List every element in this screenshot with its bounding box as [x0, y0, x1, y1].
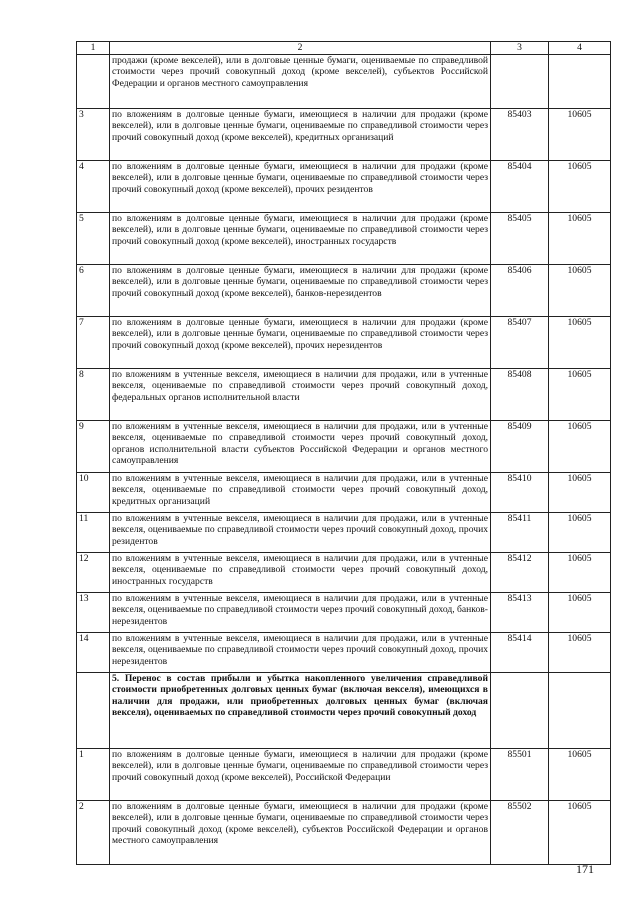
row-symbol-cell — [549, 55, 611, 109]
row-description-cell: 5. Перенос в состав прибыли и убытка накопленного увеличения справедливой стоимости приобретенных долговых ценных бумаг (включая векселя), имеющихся в наличии для продажи, или приобретенных долговых ценных бумаг (включая векселя), оцениваемых по справедливой стоимости через прочий совокупный доход — [110, 673, 491, 749]
row-number-cell: 13 — [77, 593, 110, 633]
row-description-cell: по вложениям в учтенные векселя, имеющиеся в наличии для продажи, или в учтенные векселя, оцениваемые по справедливой стоимости через прочий совокупный доход, федеральных органов исполнительной власти — [110, 369, 491, 421]
row-account-code-cell: 85406 — [491, 265, 549, 317]
table-row — [77, 421, 611, 473]
table-row — [77, 109, 611, 161]
row-account-code-cell: 85412 — [491, 553, 549, 593]
table-row — [77, 513, 611, 553]
row-number-cell: 5 — [77, 213, 110, 265]
row-symbol-cell: 10605 — [549, 513, 611, 553]
table-row — [77, 473, 611, 513]
row-symbol-cell: 10605 — [549, 633, 611, 673]
table-row — [77, 801, 611, 865]
table-header-row — [77, 42, 611, 55]
row-account-code-cell: 85405 — [491, 213, 549, 265]
row-number-cell: 9 — [77, 421, 110, 473]
row-number-cell: 8 — [77, 369, 110, 421]
row-symbol-cell: 10605 — [549, 553, 611, 593]
row-account-code-cell: 85403 — [491, 109, 549, 161]
row-description-cell: по вложениям в учтенные векселя, имеющиеся в наличии для продажи, или в учтенные векселя, оцениваемые по справедливой стоимости через прочий совокупный доход, банков-нерезидентов — [110, 593, 491, 633]
header-col-2: 2 — [110, 42, 491, 55]
table-row — [77, 369, 611, 421]
row-description-cell: по вложениям в учтенные векселя, имеющиеся в наличии для продажи, или в учтенные векселя, оцениваемые по справедливой стоимости через прочий совокупный доход, кредитных организаций — [110, 473, 491, 513]
row-description-cell: по вложениям в долговые ценные бумаги, имеющиеся в наличии для продажи (кроме векселей), или в долговые ценные бумаги, оцениваемые по справедливой стоимости через прочий совокупный доход (кроме векселей), банков-нерезидентов — [110, 265, 491, 317]
header-col-4: 4 — [549, 42, 611, 55]
row-description-cell: по вложениям в долговые ценные бумаги, имеющиеся в наличии для продажи (кроме векселей), или в долговые ценные бумаги, оцениваемые по справедливой стоимости через прочий совокупный доход (кроме векселей), Российской Федерации — [110, 749, 491, 801]
row-account-code-cell: 85408 — [491, 369, 549, 421]
row-description-cell: по вложениям в учтенные векселя, имеющиеся в наличии для продажи, или в учтенные векселя, оцениваемые по справедливой стоимости через прочий совокупный доход, прочих резидентов — [110, 513, 491, 553]
row-number-cell: 2 — [77, 801, 110, 865]
table-row — [77, 553, 611, 593]
row-number-cell: 6 — [77, 265, 110, 317]
row-description-cell: по вложениям в долговые ценные бумаги, имеющиеся в наличии для продажи (кроме векселей), или в долговые ценные бумаги, оцениваемые по справедливой стоимости через прочий совокупный доход (кроме векселей), иностранных государств — [110, 213, 491, 265]
row-account-code-cell: 85501 — [491, 749, 549, 801]
row-account-code-cell: 85407 — [491, 317, 549, 369]
row-number-cell: 1 — [77, 749, 110, 801]
row-number-cell: 14 — [77, 633, 110, 673]
row-description-cell: по вложениям в учтенные векселя, имеющиеся в наличии для продажи, или в учтенные векселя, оцениваемые по справедливой стоимости через прочий совокупный доход, органов исполнительной власти субъектов Российской Федерации и органов местного самоуправления — [110, 421, 491, 473]
row-number-cell: 11 — [77, 513, 110, 553]
row-description-cell: по вложениям в учтенные векселя, имеющиеся в наличии для продажи, или в учтенные векселя, оцениваемые по справедливой стоимости через прочий совокупный доход, иностранных государств — [110, 553, 491, 593]
row-symbol-cell: 10605 — [549, 593, 611, 633]
row-number-cell — [77, 55, 110, 109]
row-description-cell: продажи (кроме векселей), или в долговые ценные бумаги, оцениваемые по справедливой стоимости через прочий совокупный доход (кроме векселей), субъектов Российской Федерации и органов местного самоуправления — [110, 55, 491, 109]
row-symbol-cell: 10605 — [549, 801, 611, 865]
row-symbol-cell: 10605 — [549, 265, 611, 317]
table-row — [77, 317, 611, 369]
header-col-1: 1 — [77, 42, 110, 55]
row-number-cell — [77, 673, 110, 749]
page-number: 171 — [576, 862, 594, 876]
row-symbol-cell: 10605 — [549, 749, 611, 801]
row-account-code-cell: 85409 — [491, 421, 549, 473]
row-description-cell: по вложениям в долговые ценные бумаги, имеющиеся в наличии для продажи (кроме векселей), или в долговые ценные бумаги, оцениваемые по справедливой стоимости через прочий совокупный доход (кроме векселей), кредитных организаций — [110, 109, 491, 161]
row-description-cell: по вложениям в долговые ценные бумаги, имеющиеся в наличии для продажи (кроме векселей), или в долговые ценные бумаги, оцениваемые по справедливой стоимости через прочий совокупный доход (кроме векселей), прочих нерезидентов — [110, 317, 491, 369]
row-symbol-cell: 10605 — [549, 317, 611, 369]
row-symbol-cell — [549, 673, 611, 749]
row-symbol-cell: 10605 — [549, 213, 611, 265]
table-row — [77, 749, 611, 801]
row-symbol-cell: 10605 — [549, 109, 611, 161]
row-number-cell: 12 — [77, 553, 110, 593]
table-row — [77, 161, 611, 213]
table-row — [77, 673, 611, 749]
row-account-code-cell: 85413 — [491, 593, 549, 633]
row-account-code-cell: 85502 — [491, 801, 549, 865]
row-account-code-cell: 85414 — [491, 633, 549, 673]
header-col-3: 3 — [491, 42, 549, 55]
row-symbol-cell: 10605 — [549, 369, 611, 421]
row-symbol-cell: 10605 — [549, 161, 611, 213]
row-account-code-cell — [491, 55, 549, 109]
row-description-cell: по вложениям в долговые ценные бумаги, имеющиеся в наличии для продажи (кроме векселей), или в долговые ценные бумаги, оцениваемые по справедливой стоимости через прочий совокупный доход (кроме векселей), прочих резидентов — [110, 161, 491, 213]
accounts-table — [76, 41, 611, 865]
table-row — [77, 213, 611, 265]
row-account-code-cell: 85411 — [491, 513, 549, 553]
row-account-code-cell: 85410 — [491, 473, 549, 513]
table-row — [77, 633, 611, 673]
table-row — [77, 55, 611, 109]
row-symbol-cell: 10605 — [549, 473, 611, 513]
row-account-code-cell: 85404 — [491, 161, 549, 213]
row-account-code-cell — [491, 673, 549, 749]
row-description-cell: по вложениям в учтенные векселя, имеющиеся в наличии для продажи, или в учтенные векселя, оцениваемые по справедливой стоимости через прочий совокупный доход, прочих нерезидентов — [110, 633, 491, 673]
row-number-cell: 7 — [77, 317, 110, 369]
table-row — [77, 593, 611, 633]
row-number-cell: 4 — [77, 161, 110, 213]
row-number-cell: 3 — [77, 109, 110, 161]
row-symbol-cell: 10605 — [549, 421, 611, 473]
row-number-cell: 10 — [77, 473, 110, 513]
table-row — [77, 265, 611, 317]
row-description-cell: по вложениям в долговые ценные бумаги, имеющиеся в наличии для продажи (кроме векселей), или в долговые ценные бумаги, оцениваемые по справедливой стоимости через прочий совокупный доход (кроме векселей), субъектов Российской Федерации и органов местного самоуправления — [110, 801, 491, 865]
